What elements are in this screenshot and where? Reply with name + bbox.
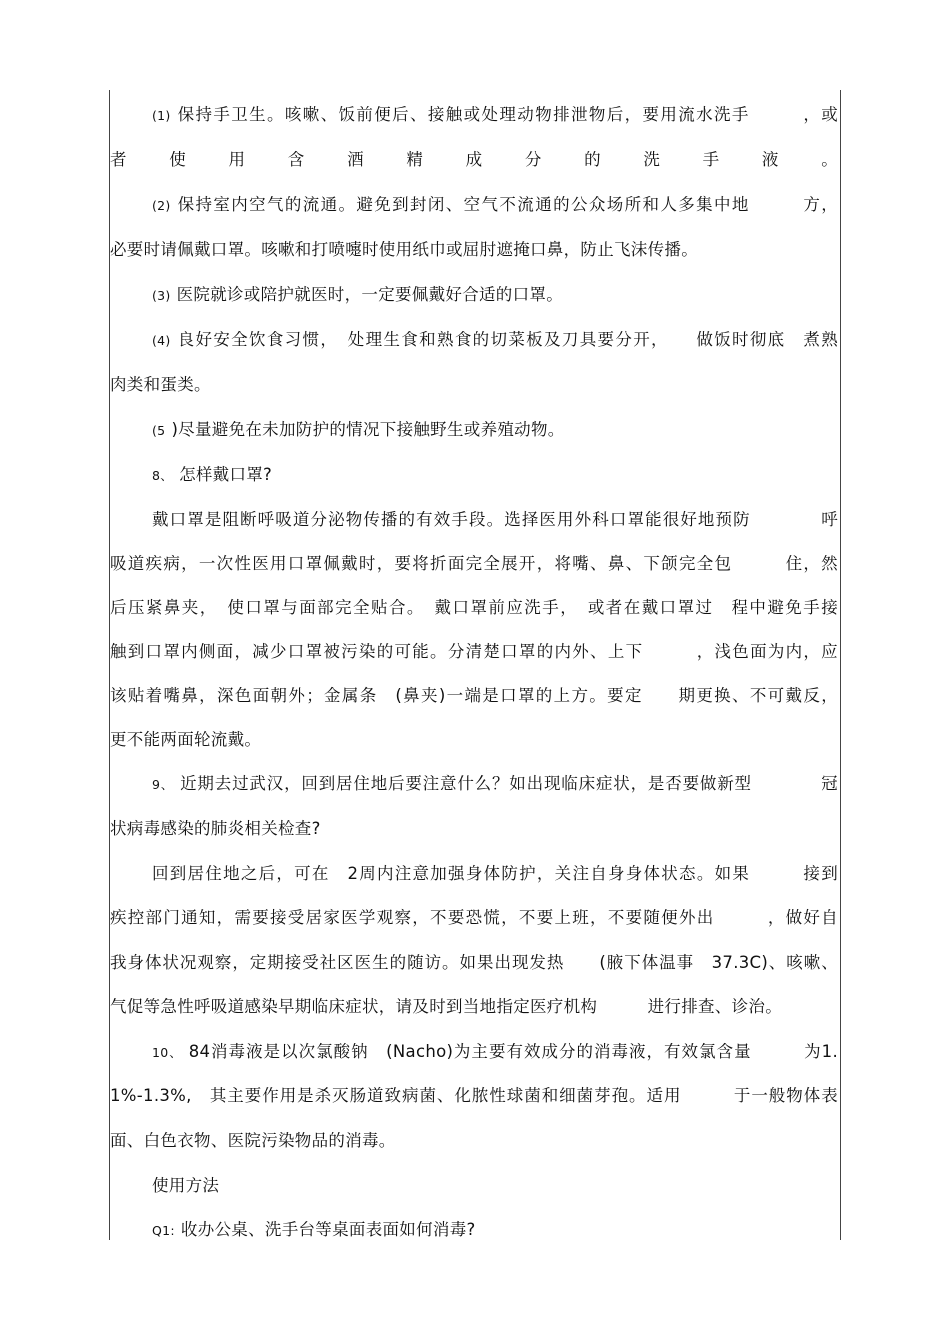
item-number: Q1: xyxy=(152,1223,175,1238)
item-number: (1) xyxy=(152,108,171,123)
item-number: (4) xyxy=(152,333,171,348)
item-number: 9、 xyxy=(152,777,175,792)
text-line: 该贴着嘴鼻，深色面朝外；金属条 (鼻夹)一端是口罩的上方。要定 期更换、不可戴反， xyxy=(110,686,838,705)
text-line: 10、 84消毒液是以次氯酸钠 (Nacho)为主要有效成分的消毒液，有效氯含量 为1. xyxy=(152,1042,838,1061)
text-line: 必要时请佩戴口罩。咳嗽和打喷嚏时使用纸巾或屈肘遮掩口鼻，防止飞沫传播。 xyxy=(110,240,698,259)
question-line: Q1: 收办公桌、洗手台等桌面表面如何消毒? xyxy=(152,1220,476,1239)
text-line: 面、白色衣物、医院污染物品的消毒。 xyxy=(110,1131,396,1150)
subheading: 使用方法 xyxy=(152,1176,220,1195)
text-line: (5 )尽量避免在未加防护的情况下接触野生或养殖动物。 xyxy=(152,420,565,439)
text-line: (1) 保持手卫生。咳嗽、饭前便后、接触或处理动物排泄物后，要用流水洗手 ，或 xyxy=(152,105,838,124)
text-line: 1%-1.3%, 其主要作用是杀灭肠道致病菌、化脓性球菌和细菌芽孢。适用 于一般物体表 xyxy=(110,1086,838,1105)
text-line: 疾控部门通知，需要接受居家医学观察，不要恐慌，不要上班，不要随便外出 ，做好自 xyxy=(110,908,838,927)
item-number: 8、 xyxy=(152,468,174,483)
item-number: (3) xyxy=(152,288,171,303)
text-line: (4) 良好安全饮食习惯， 处理生食和熟食的切菜板及刀具要分开， 做饭时彻底 煮熟 xyxy=(152,330,838,349)
text-line: 吸道疾病，一次性医用口罩佩戴时，要将折面完全展开，将嘴、鼻、下颌完全包 住，然 xyxy=(110,554,838,573)
text-line: 状病毒感染的肺炎相关检查? xyxy=(110,819,321,838)
text-line: 气促等急性呼吸道感染早期临床症状，请及时到当地指定医疗机构 进行排查、诊治。 xyxy=(110,997,782,1016)
item-number: (2) xyxy=(152,198,171,213)
table-frame xyxy=(109,90,841,1240)
text-line: 我身体状况观察，定期接受社区医生的随访。如果出现发热 (腋下体温事 37.3C)、咳嗽、 xyxy=(110,953,838,972)
text-line: 更不能两面轮流戴。 xyxy=(110,730,262,749)
text-line: (3) 医院就诊或陪护就医时，一定要佩戴好合适的口罩。 xyxy=(152,285,564,304)
text-line: 戴口罩是阻断呼吸道分泌物传播的有效手段。选择医用外科口罩能很好地预防 呼 xyxy=(152,510,838,529)
text-line: 后压紧鼻夹， 使口罩与面部完全贴合。 戴口罩前应洗手， 或者在戴口罩过 程中避免手接 xyxy=(110,598,838,617)
text-line: 者使用含酒精成分的洗手液。 xyxy=(110,150,838,169)
section-heading: 8、 怎样戴口罩? xyxy=(152,465,273,484)
text-line: 肉类和蛋类。 xyxy=(110,375,211,394)
text-line: (2) 保持室内空气的流通。避免到封闭、空气不流通的公众场所和人多集中地 方， xyxy=(152,195,838,214)
item-number: (5 xyxy=(152,423,166,438)
item-number: 10、 xyxy=(152,1045,183,1060)
text-line: 回到居住地之后，可在 2周内注意加强身体防护，关注自身身体状态。如果 接到 xyxy=(152,864,838,883)
section-heading: 9、 近期去过武汉，回到居住地后要注意什么？如出现临床症状，是否要做新型 冠 xyxy=(152,774,838,793)
text-line: 触到口罩内侧面，减少口罩被污染的可能。分清楚口罩的内外、上下 ，浅色面为内，应 xyxy=(110,642,838,661)
